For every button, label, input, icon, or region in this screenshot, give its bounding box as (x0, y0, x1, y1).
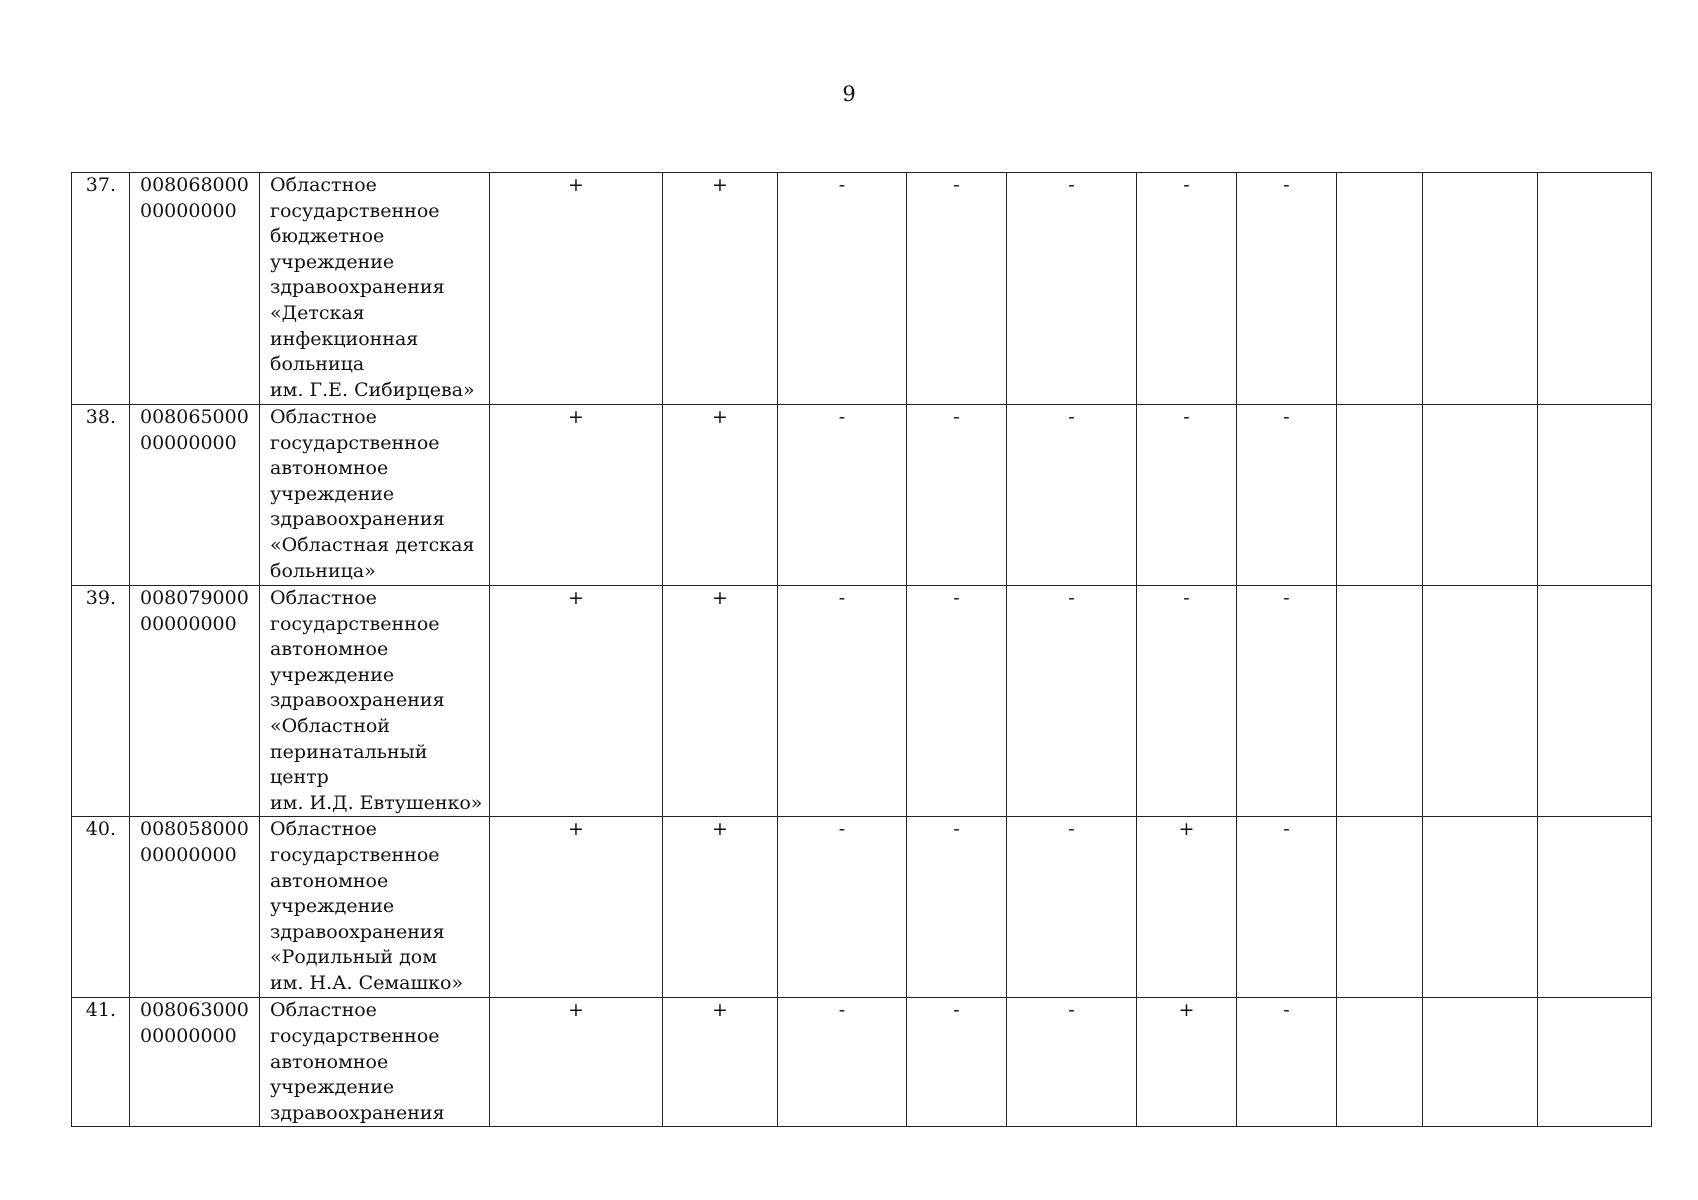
mark-cell-4: - (907, 998, 1007, 1127)
table-row (72, 405, 1652, 586)
mark-cell-3: - (778, 173, 907, 405)
mark-cell-5: - (1007, 586, 1137, 817)
institution-name-cell: Областное государственное автономное учреждение здравоохранения «Областная детская больница» (260, 405, 490, 586)
row-number-cell: 40. (72, 817, 130, 998)
mark-cell-3: - (778, 817, 907, 998)
mark-cell-2: + (663, 998, 778, 1127)
mark-cell-10 (1538, 173, 1652, 405)
mark-cell-8 (1337, 405, 1423, 586)
mark-cell-10 (1538, 998, 1652, 1127)
mark-cell-8 (1337, 998, 1423, 1127)
row-number-cell: 38. (72, 405, 130, 586)
institution-name-cell: Областное государственное автономное учреждение здравоохранения «Областной перинатальный центр им. И.Д. Евтушенко» (260, 586, 490, 817)
table-row (72, 817, 1652, 998)
row-number-cell: 41. (72, 998, 130, 1127)
table-row (72, 586, 1652, 817)
mark-cell-1: + (490, 586, 663, 817)
row-number-cell: 37. (72, 173, 130, 405)
mark-cell-5: - (1007, 405, 1137, 586)
mark-cell-10 (1538, 817, 1652, 998)
mark-cell-6: - (1137, 586, 1237, 817)
mark-cell-6: - (1137, 173, 1237, 405)
institution-code-cell: 00806300000000000 (130, 998, 260, 1127)
institution-code-cell: 00805800000000000 (130, 817, 260, 998)
row-number-cell: 39. (72, 586, 130, 817)
mark-cell-7: - (1237, 817, 1337, 998)
institution-name-cell: Областное государственное автономное учреждение здравоохранения (260, 998, 490, 1127)
mark-cell-3: - (778, 586, 907, 817)
mark-cell-7: - (1237, 405, 1337, 586)
table-row (72, 998, 1652, 1127)
mark-cell-8 (1337, 586, 1423, 817)
mark-cell-9 (1423, 998, 1538, 1127)
institution-code-cell: 00806800000000000 (130, 173, 260, 405)
mark-cell-9 (1423, 817, 1538, 998)
mark-cell-7: - (1237, 173, 1337, 405)
mark-cell-6: + (1137, 998, 1237, 1127)
mark-cell-8 (1337, 173, 1423, 405)
mark-cell-2: + (663, 173, 778, 405)
mark-cell-10 (1538, 405, 1652, 586)
mark-cell-3: - (778, 998, 907, 1127)
mark-cell-6: - (1137, 405, 1237, 586)
mark-cell-9 (1423, 586, 1538, 817)
mark-cell-1: + (490, 817, 663, 998)
institution-code-cell: 00806500000000000 (130, 405, 260, 586)
mark-cell-2: + (663, 817, 778, 998)
mark-cell-7: - (1237, 998, 1337, 1127)
mark-cell-1: + (490, 173, 663, 405)
page-number: 9 (842, 82, 856, 106)
mark-cell-3: - (778, 405, 907, 586)
mark-cell-4: - (907, 405, 1007, 586)
institution-name-cell: Областное государственное автономное учреждение здравоохранения «Родильный дом им. Н.А. Семашко» (260, 817, 490, 998)
table-body (72, 173, 1652, 1127)
mark-cell-8 (1337, 817, 1423, 998)
mark-cell-5: - (1007, 817, 1137, 998)
table-row (72, 173, 1652, 405)
mark-cell-4: - (907, 586, 1007, 817)
mark-cell-7: - (1237, 586, 1337, 817)
mark-cell-9 (1423, 405, 1538, 586)
mark-cell-2: + (663, 586, 778, 817)
mark-cell-4: - (907, 173, 1007, 405)
mark-cell-9 (1423, 173, 1538, 405)
mark-cell-5: - (1007, 173, 1137, 405)
register-table (71, 172, 1652, 1127)
mark-cell-6: + (1137, 817, 1237, 998)
institution-code-cell: 00807900000000000 (130, 586, 260, 817)
mark-cell-10 (1538, 586, 1652, 817)
mark-cell-5: - (1007, 998, 1137, 1127)
mark-cell-1: + (490, 998, 663, 1127)
mark-cell-4: - (907, 817, 1007, 998)
mark-cell-2: + (663, 405, 778, 586)
mark-cell-1: + (490, 405, 663, 586)
institution-name-cell: Областное государственное бюджетное учреждение здравоохранения «Детская инфекционная больница им. Г.Е. Сибирцева» (260, 173, 490, 405)
